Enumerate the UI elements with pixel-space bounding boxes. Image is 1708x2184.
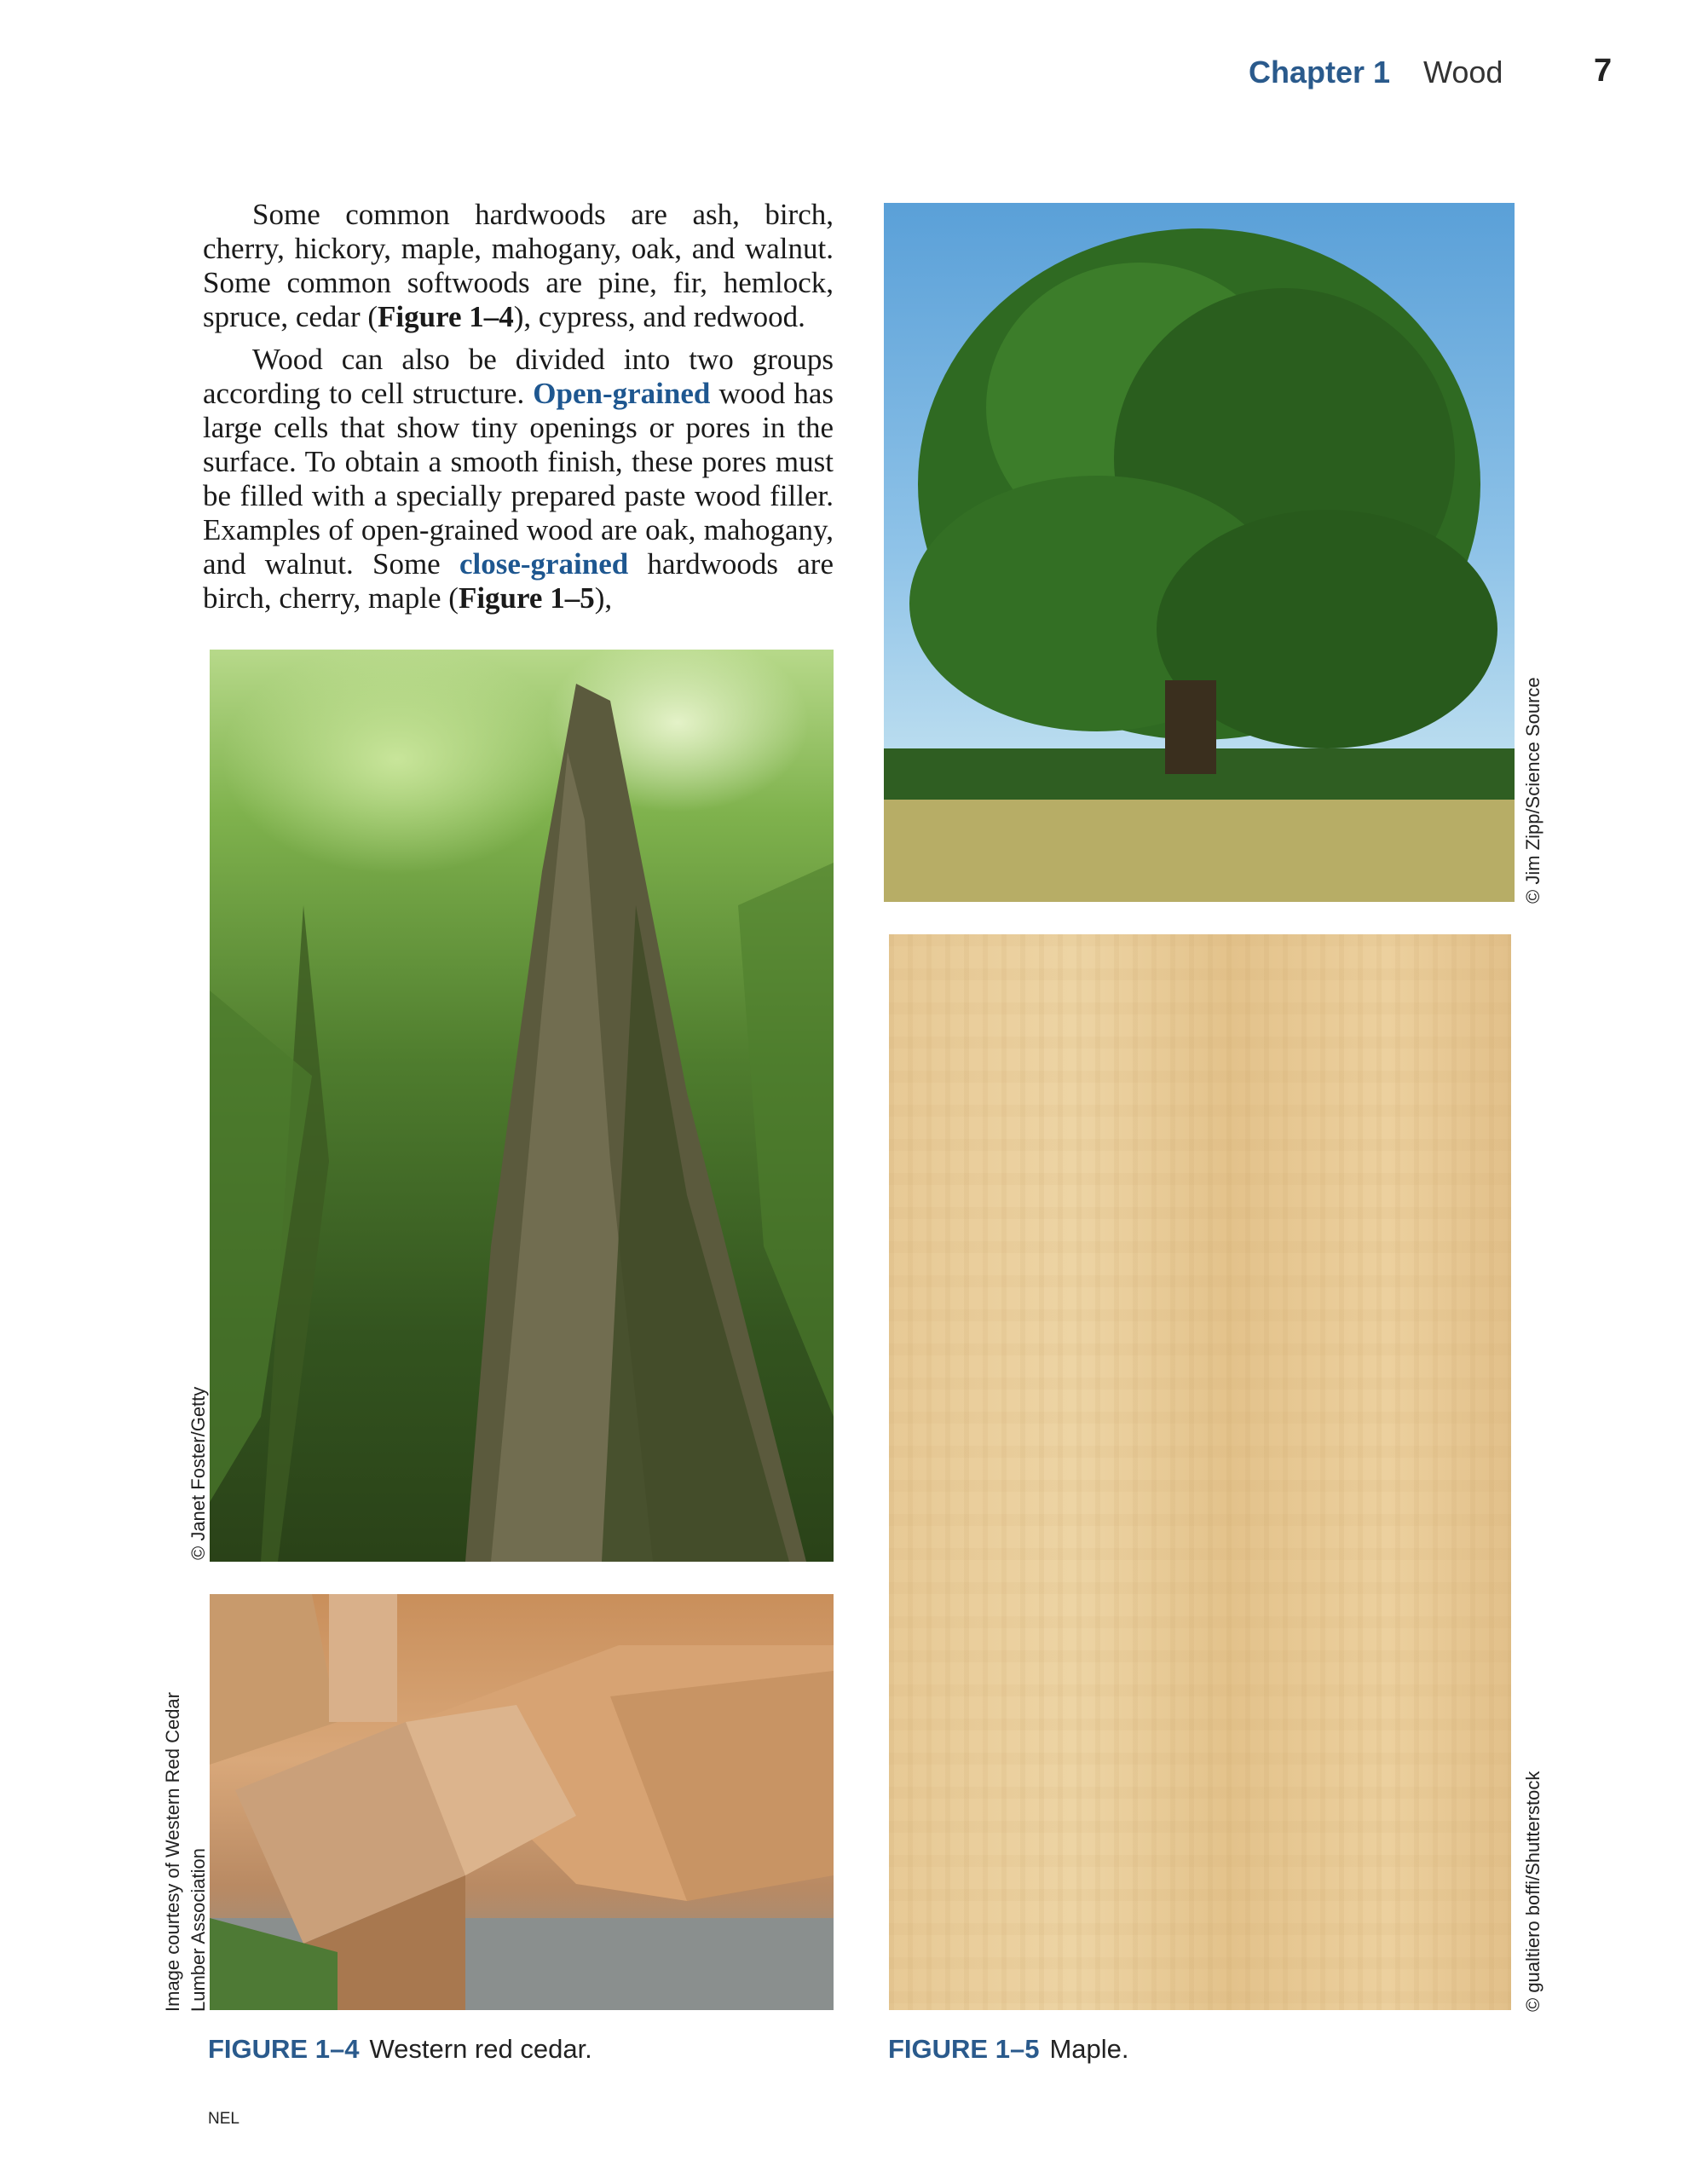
figure-caption-text: Western red cedar.	[369, 2034, 592, 2064]
page-number: 7	[1594, 53, 1613, 89]
cedar-trunk-illustration	[210, 650, 834, 1562]
figure-label: FIGURE 1–5	[888, 2034, 1040, 2064]
publisher-footer: NEL	[208, 2110, 239, 2128]
figure-label: FIGURE 1–4	[208, 2034, 360, 2064]
paragraph-1: Some common hardwoods are ash, birch, cherry, hickory, maple, mahogany, oak, and walnut. Some common softwoods are pine, fir, hemlock, spruce, cedar (Figure 1–4), cypress, and redwood.	[203, 198, 834, 333]
figure-caption-1-4	[208, 2034, 592, 2065]
cedar-tree-photo	[210, 650, 834, 1562]
photo-credit-maple-tree: © Jim Zipp/Science Source	[1522, 677, 1544, 904]
figure-caption-text: Maple.	[1049, 2034, 1129, 2064]
paragraph-2: Wood can also be divided into two groups according to cell structure. Open-grained wood has large cells that show tiny openings or pores in the surface. To obtain a smooth finish, these pores must be filled with a specially prepared paste wood filler. Examples of open-grained wood are oak, mahogany, and walnut. Some close-grained hardwoods are birch, cherry, maple (Figure 1–5),	[203, 343, 834, 615]
cedar-deck-photo	[210, 1594, 834, 2010]
figure-caption-1-5	[888, 2034, 1129, 2065]
body-text	[203, 198, 834, 624]
maple-board-photo	[889, 934, 1511, 2010]
key-term-close-grained: close-grained	[459, 547, 629, 581]
maple-tree-illustration	[884, 203, 1515, 902]
cedar-deck-illustration	[210, 1594, 834, 2010]
maple-tree-photo	[884, 203, 1515, 902]
photo-credit-cedar-deck-line1: Image courtesy of Western Red Cedar	[162, 1692, 183, 2012]
chapter-label: Chapter 1	[1249, 55, 1391, 90]
photo-credit-maple-board: © gualtiero boffi/Shutterstock	[1522, 1771, 1544, 2012]
photo-credit-cedar-tree: © Janet Foster/Getty	[188, 1386, 209, 1560]
photo-credit-cedar-deck-line2: Lumber Association	[188, 1848, 209, 2012]
key-term-open-grained: Open-grained	[533, 377, 711, 410]
figure-reference: Figure 1–5	[458, 581, 595, 615]
section-title: Wood	[1423, 55, 1503, 90]
figure-reference: Figure 1–4	[378, 300, 514, 333]
